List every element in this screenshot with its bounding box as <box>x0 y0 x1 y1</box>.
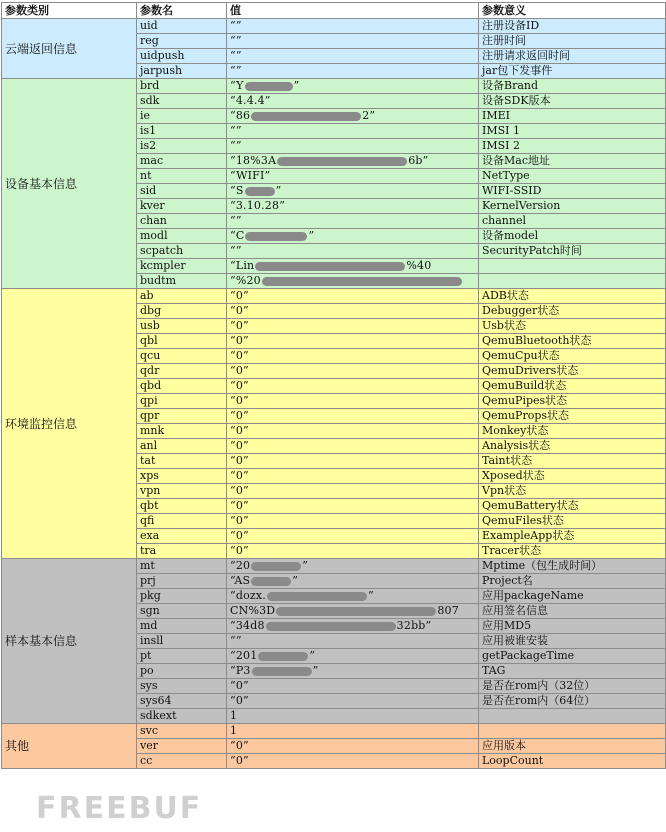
value-text: “0” <box>230 544 249 557</box>
header-row <box>2 3 666 19</box>
param-name-cell: kver <box>137 199 227 214</box>
value-text: “201 <box>230 649 258 662</box>
redaction-blur <box>251 577 291 586</box>
value-text: “20 <box>230 559 251 572</box>
param-value-cell <box>227 649 479 664</box>
param-meaning-cell <box>479 274 666 289</box>
param-meaning-cell: Vpn状态 <box>479 484 666 499</box>
param-meaning-cell: 应用packageName <box>479 589 666 604</box>
param-value-cell <box>227 424 479 439</box>
param-value-cell <box>227 529 479 544</box>
param-name-cell: qcu <box>137 349 227 364</box>
param-name-cell: svc <box>137 724 227 739</box>
param-value-cell <box>227 289 479 304</box>
param-value-cell <box>227 169 479 184</box>
param-meaning-cell: 设备SDK版本 <box>479 94 666 109</box>
param-meaning-cell: 应用签名信息 <box>479 604 666 619</box>
param-value-cell <box>227 754 479 769</box>
param-meaning-cell <box>479 724 666 739</box>
table-row <box>2 559 666 574</box>
param-value-cell <box>227 469 479 484</box>
param-meaning-cell: Analysis状态 <box>479 439 666 454</box>
value-tail-text: ” <box>312 664 319 677</box>
redaction-blur <box>267 592 367 601</box>
table-row <box>2 19 666 34</box>
param-name-cell: uid <box>137 19 227 34</box>
param-meaning-cell: QemuPipes状态 <box>479 394 666 409</box>
header-name: 参数名 <box>137 3 227 19</box>
redaction-blur <box>245 232 307 241</box>
param-name-cell: ab <box>137 289 227 304</box>
param-name-cell: po <box>137 664 227 679</box>
param-value-cell <box>227 694 479 709</box>
value-text: “0” <box>230 694 249 707</box>
param-meaning-cell: 设备Brand <box>479 79 666 94</box>
param-meaning-cell: QemuDrivers状态 <box>479 364 666 379</box>
param-name-cell: usb <box>137 319 227 334</box>
param-meaning-cell: 注册时间 <box>479 34 666 49</box>
param-meaning-cell: ADB状态 <box>479 289 666 304</box>
param-name-cell: anl <box>137 439 227 454</box>
value-text: “34d8 <box>230 619 265 632</box>
param-name-cell: chan <box>137 214 227 229</box>
category-cell: 其他 <box>2 724 137 769</box>
param-meaning-cell: IMSI 1 <box>479 124 666 139</box>
param-value-cell <box>227 499 479 514</box>
param-name-cell: sdkext <box>137 709 227 724</box>
value-tail-text: 807 <box>437 604 459 617</box>
param-name-cell: jarpush <box>137 64 227 79</box>
param-name-cell: tat <box>137 454 227 469</box>
param-meaning-cell: QemuBuild状态 <box>479 379 666 394</box>
category-cell: 设备基本信息 <box>2 79 137 289</box>
value-text: “0” <box>230 364 249 377</box>
param-meaning-cell: 应用MD5 <box>479 619 666 634</box>
param-value-cell <box>227 709 479 724</box>
value-text: “” <box>230 124 242 137</box>
param-value-cell <box>227 634 479 649</box>
param-value-cell <box>227 19 479 34</box>
value-text: “0” <box>230 304 249 317</box>
param-meaning-cell <box>479 259 666 274</box>
param-name-cell: ie <box>137 109 227 124</box>
value-text: “3.10.28” <box>230 199 286 212</box>
table-row <box>2 724 666 739</box>
value-text: “P3 <box>230 664 251 677</box>
param-meaning-cell: Monkey状态 <box>479 424 666 439</box>
param-meaning-cell: KernelVersion <box>479 199 666 214</box>
param-name-cell: qfi <box>137 514 227 529</box>
param-name-cell: budtm <box>137 274 227 289</box>
param-value-cell <box>227 574 479 589</box>
param-name-cell: sdk <box>137 94 227 109</box>
param-value-cell <box>227 214 479 229</box>
param-name-cell: qbt <box>137 499 227 514</box>
param-value-cell <box>227 139 479 154</box>
redaction-blur <box>276 607 436 616</box>
redaction-blur <box>252 667 312 676</box>
param-meaning-cell: channel <box>479 214 666 229</box>
param-meaning-cell: QemuBattery状态 <box>479 499 666 514</box>
value-tail-text: ” <box>275 184 282 197</box>
param-meaning-cell: QemuProps状态 <box>479 409 666 424</box>
value-text: “0” <box>230 484 249 497</box>
param-meaning-cell: Mptime（包生成时间） <box>479 559 666 574</box>
value-text: “AS <box>230 574 251 587</box>
param-value-cell <box>227 184 479 199</box>
param-meaning-cell: NetType <box>479 169 666 184</box>
value-text: “86 <box>230 109 251 122</box>
param-meaning-cell: SecurityPatch时间 <box>479 244 666 259</box>
value-text: “WIFI” <box>230 169 271 182</box>
param-name-cell: nt <box>137 169 227 184</box>
param-meaning-cell: Xposed状态 <box>479 469 666 484</box>
param-value-cell <box>227 619 479 634</box>
redaction-blur <box>262 277 462 286</box>
param-meaning-cell: 设备Mac地址 <box>479 154 666 169</box>
value-text: 1 <box>230 709 238 722</box>
param-meaning-cell: Usb状态 <box>479 319 666 334</box>
param-name-cell: qpi <box>137 394 227 409</box>
param-name-cell: reg <box>137 34 227 49</box>
category-cell: 样本基本信息 <box>2 559 137 724</box>
param-value-cell <box>227 409 479 424</box>
value-text: “C <box>230 229 245 242</box>
param-meaning-cell: QemuCpu状态 <box>479 349 666 364</box>
param-name-cell: qbl <box>137 334 227 349</box>
value-tail-text: %40 <box>406 259 432 272</box>
param-name-cell: prj <box>137 574 227 589</box>
param-meaning-cell: Tracer状态 <box>479 544 666 559</box>
param-value-cell <box>227 49 479 64</box>
param-name-cell: sys <box>137 679 227 694</box>
param-meaning-cell: WIFI-SSID <box>479 184 666 199</box>
param-name-cell: brd <box>137 79 227 94</box>
value-text: “” <box>230 49 242 62</box>
param-value-cell <box>227 244 479 259</box>
value-text: “Y <box>230 79 244 92</box>
value-text: “S <box>230 184 244 197</box>
param-name-cell: exa <box>137 529 227 544</box>
value-text: “0” <box>230 379 249 392</box>
value-text: CN%3D <box>230 604 276 617</box>
param-name-cell: is1 <box>137 124 227 139</box>
param-name-cell: md <box>137 619 227 634</box>
value-text: “0” <box>230 754 249 767</box>
redaction-blur <box>245 82 293 91</box>
param-meaning-cell: 是否在rom内（32位） <box>479 679 666 694</box>
param-name-cell: mnk <box>137 424 227 439</box>
param-name-cell: qpr <box>137 409 227 424</box>
value-text: “” <box>230 139 242 152</box>
param-meaning-cell: Debugger状态 <box>479 304 666 319</box>
value-text: “0” <box>230 424 249 437</box>
table-body <box>2 19 666 769</box>
table-row <box>2 289 666 304</box>
table-row <box>2 79 666 94</box>
redaction-blur <box>266 622 396 631</box>
redaction-blur <box>255 262 405 271</box>
param-value-cell <box>227 304 479 319</box>
param-value-cell <box>227 334 479 349</box>
param-value-cell <box>227 124 479 139</box>
redaction-blur <box>258 652 308 661</box>
param-meaning-cell <box>479 709 666 724</box>
param-value-cell <box>227 34 479 49</box>
value-text: “0” <box>230 514 249 527</box>
param-value-cell <box>227 274 479 289</box>
param-name-cell: mt <box>137 559 227 574</box>
value-text: “0” <box>230 469 249 482</box>
param-value-cell <box>227 604 479 619</box>
param-name-cell: tra <box>137 544 227 559</box>
param-value-cell <box>227 364 479 379</box>
value-text: “0” <box>230 499 249 512</box>
redaction-blur <box>245 187 275 196</box>
param-value-cell <box>227 664 479 679</box>
param-name-cell: is2 <box>137 139 227 154</box>
param-meaning-cell: QemuBluetooth状态 <box>479 334 666 349</box>
value-text: “” <box>230 34 242 47</box>
param-meaning-cell: IMSI 2 <box>479 139 666 154</box>
value-text: “” <box>230 64 242 77</box>
value-text: “0” <box>230 289 249 302</box>
value-text: “Lin <box>230 259 255 272</box>
value-text: “dozx. <box>230 589 266 602</box>
param-meaning-cell: Taint状态 <box>479 454 666 469</box>
param-meaning-cell: LoopCount <box>479 754 666 769</box>
value-text: “18%3A <box>230 154 277 167</box>
param-name-cell: dbg <box>137 304 227 319</box>
param-meaning-cell: 是否在rom内（64位） <box>479 694 666 709</box>
watermark-logo: FREEBUF <box>36 791 203 826</box>
param-meaning-cell: getPackageTime <box>479 649 666 664</box>
redaction-blur <box>277 157 407 166</box>
parameter-table <box>1 2 666 769</box>
value-text: “0” <box>230 739 249 752</box>
category-cell: 云端返回信息 <box>2 19 137 79</box>
param-value-cell <box>227 484 479 499</box>
param-value-cell <box>227 559 479 574</box>
param-meaning-cell: 设备model <box>479 229 666 244</box>
value-text: “0” <box>230 439 249 452</box>
param-value-cell <box>227 454 479 469</box>
param-value-cell <box>227 79 479 94</box>
param-name-cell: scpatch <box>137 244 227 259</box>
value-tail-text: ” <box>293 79 300 92</box>
param-value-cell <box>227 259 479 274</box>
param-name-cell: pt <box>137 649 227 664</box>
value-text: “0” <box>230 409 249 422</box>
value-text: “” <box>230 634 242 647</box>
param-value-cell <box>227 679 479 694</box>
param-value-cell <box>227 439 479 454</box>
param-value-cell <box>227 724 479 739</box>
value-text: 1 <box>230 724 238 737</box>
param-meaning-cell: Project名 <box>479 574 666 589</box>
param-value-cell <box>227 514 479 529</box>
param-value-cell <box>227 154 479 169</box>
param-value-cell <box>227 229 479 244</box>
value-text: “0” <box>230 529 249 542</box>
param-name-cell: kcmpler <box>137 259 227 274</box>
value-tail-text: ” <box>302 559 309 572</box>
param-name-cell: qdr <box>137 364 227 379</box>
header-meaning: 参数意义 <box>479 3 666 19</box>
param-name-cell: insll <box>137 634 227 649</box>
redaction-blur <box>251 112 361 121</box>
value-tail-text: 32bb” <box>396 619 432 632</box>
param-meaning-cell: QemuFiles状态 <box>479 514 666 529</box>
header-value: 值 <box>227 3 479 19</box>
value-text: “0” <box>230 394 249 407</box>
param-name-cell: sys64 <box>137 694 227 709</box>
value-tail-text: ” <box>308 229 315 242</box>
param-meaning-cell: IMEI <box>479 109 666 124</box>
value-tail-text: 2” <box>362 109 376 122</box>
param-name-cell: vpn <box>137 484 227 499</box>
param-meaning-cell: 应用版本 <box>479 739 666 754</box>
value-text: “%20 <box>230 274 261 287</box>
param-name-cell: modl <box>137 229 227 244</box>
value-text: “0” <box>230 454 249 467</box>
param-meaning-cell: 注册设备ID <box>479 19 666 34</box>
param-name-cell: sid <box>137 184 227 199</box>
param-name-cell: mac <box>137 154 227 169</box>
header-category: 参数类别 <box>2 3 137 19</box>
param-meaning-cell: 应用被谁安装 <box>479 634 666 649</box>
param-value-cell <box>227 319 479 334</box>
value-text: “0” <box>230 319 249 332</box>
param-value-cell <box>227 394 479 409</box>
param-value-cell <box>227 349 479 364</box>
param-meaning-cell: TAG <box>479 664 666 679</box>
param-value-cell <box>227 109 479 124</box>
param-name-cell: ver <box>137 739 227 754</box>
param-value-cell <box>227 94 479 109</box>
category-cell: 环境监控信息 <box>2 289 137 559</box>
value-tail-text: ” <box>309 649 316 662</box>
param-meaning-cell: ExampleApp状态 <box>479 529 666 544</box>
param-value-cell <box>227 379 479 394</box>
value-text: “” <box>230 19 242 32</box>
value-tail-text: ” <box>292 574 299 587</box>
value-text: “0” <box>230 334 249 347</box>
param-name-cell: sgn <box>137 604 227 619</box>
param-name-cell: qbd <box>137 379 227 394</box>
value-text: “” <box>230 214 242 227</box>
param-name-cell: uidpush <box>137 49 227 64</box>
param-name-cell: xps <box>137 469 227 484</box>
param-value-cell <box>227 544 479 559</box>
param-value-cell <box>227 589 479 604</box>
param-value-cell <box>227 199 479 214</box>
value-tail-text: ” <box>367 589 374 602</box>
value-text: “” <box>230 244 242 257</box>
param-name-cell: cc <box>137 754 227 769</box>
param-meaning-cell: 注册请求返回时间 <box>479 49 666 64</box>
param-meaning-cell: jar包下发事件 <box>479 64 666 79</box>
value-text: “0” <box>230 679 249 692</box>
param-value-cell <box>227 64 479 79</box>
value-text: “0” <box>230 349 249 362</box>
value-text: “4.4.4” <box>230 94 271 107</box>
param-name-cell: pkg <box>137 589 227 604</box>
param-value-cell <box>227 739 479 754</box>
redaction-blur <box>251 562 301 571</box>
value-tail-text: 6b” <box>408 154 429 167</box>
